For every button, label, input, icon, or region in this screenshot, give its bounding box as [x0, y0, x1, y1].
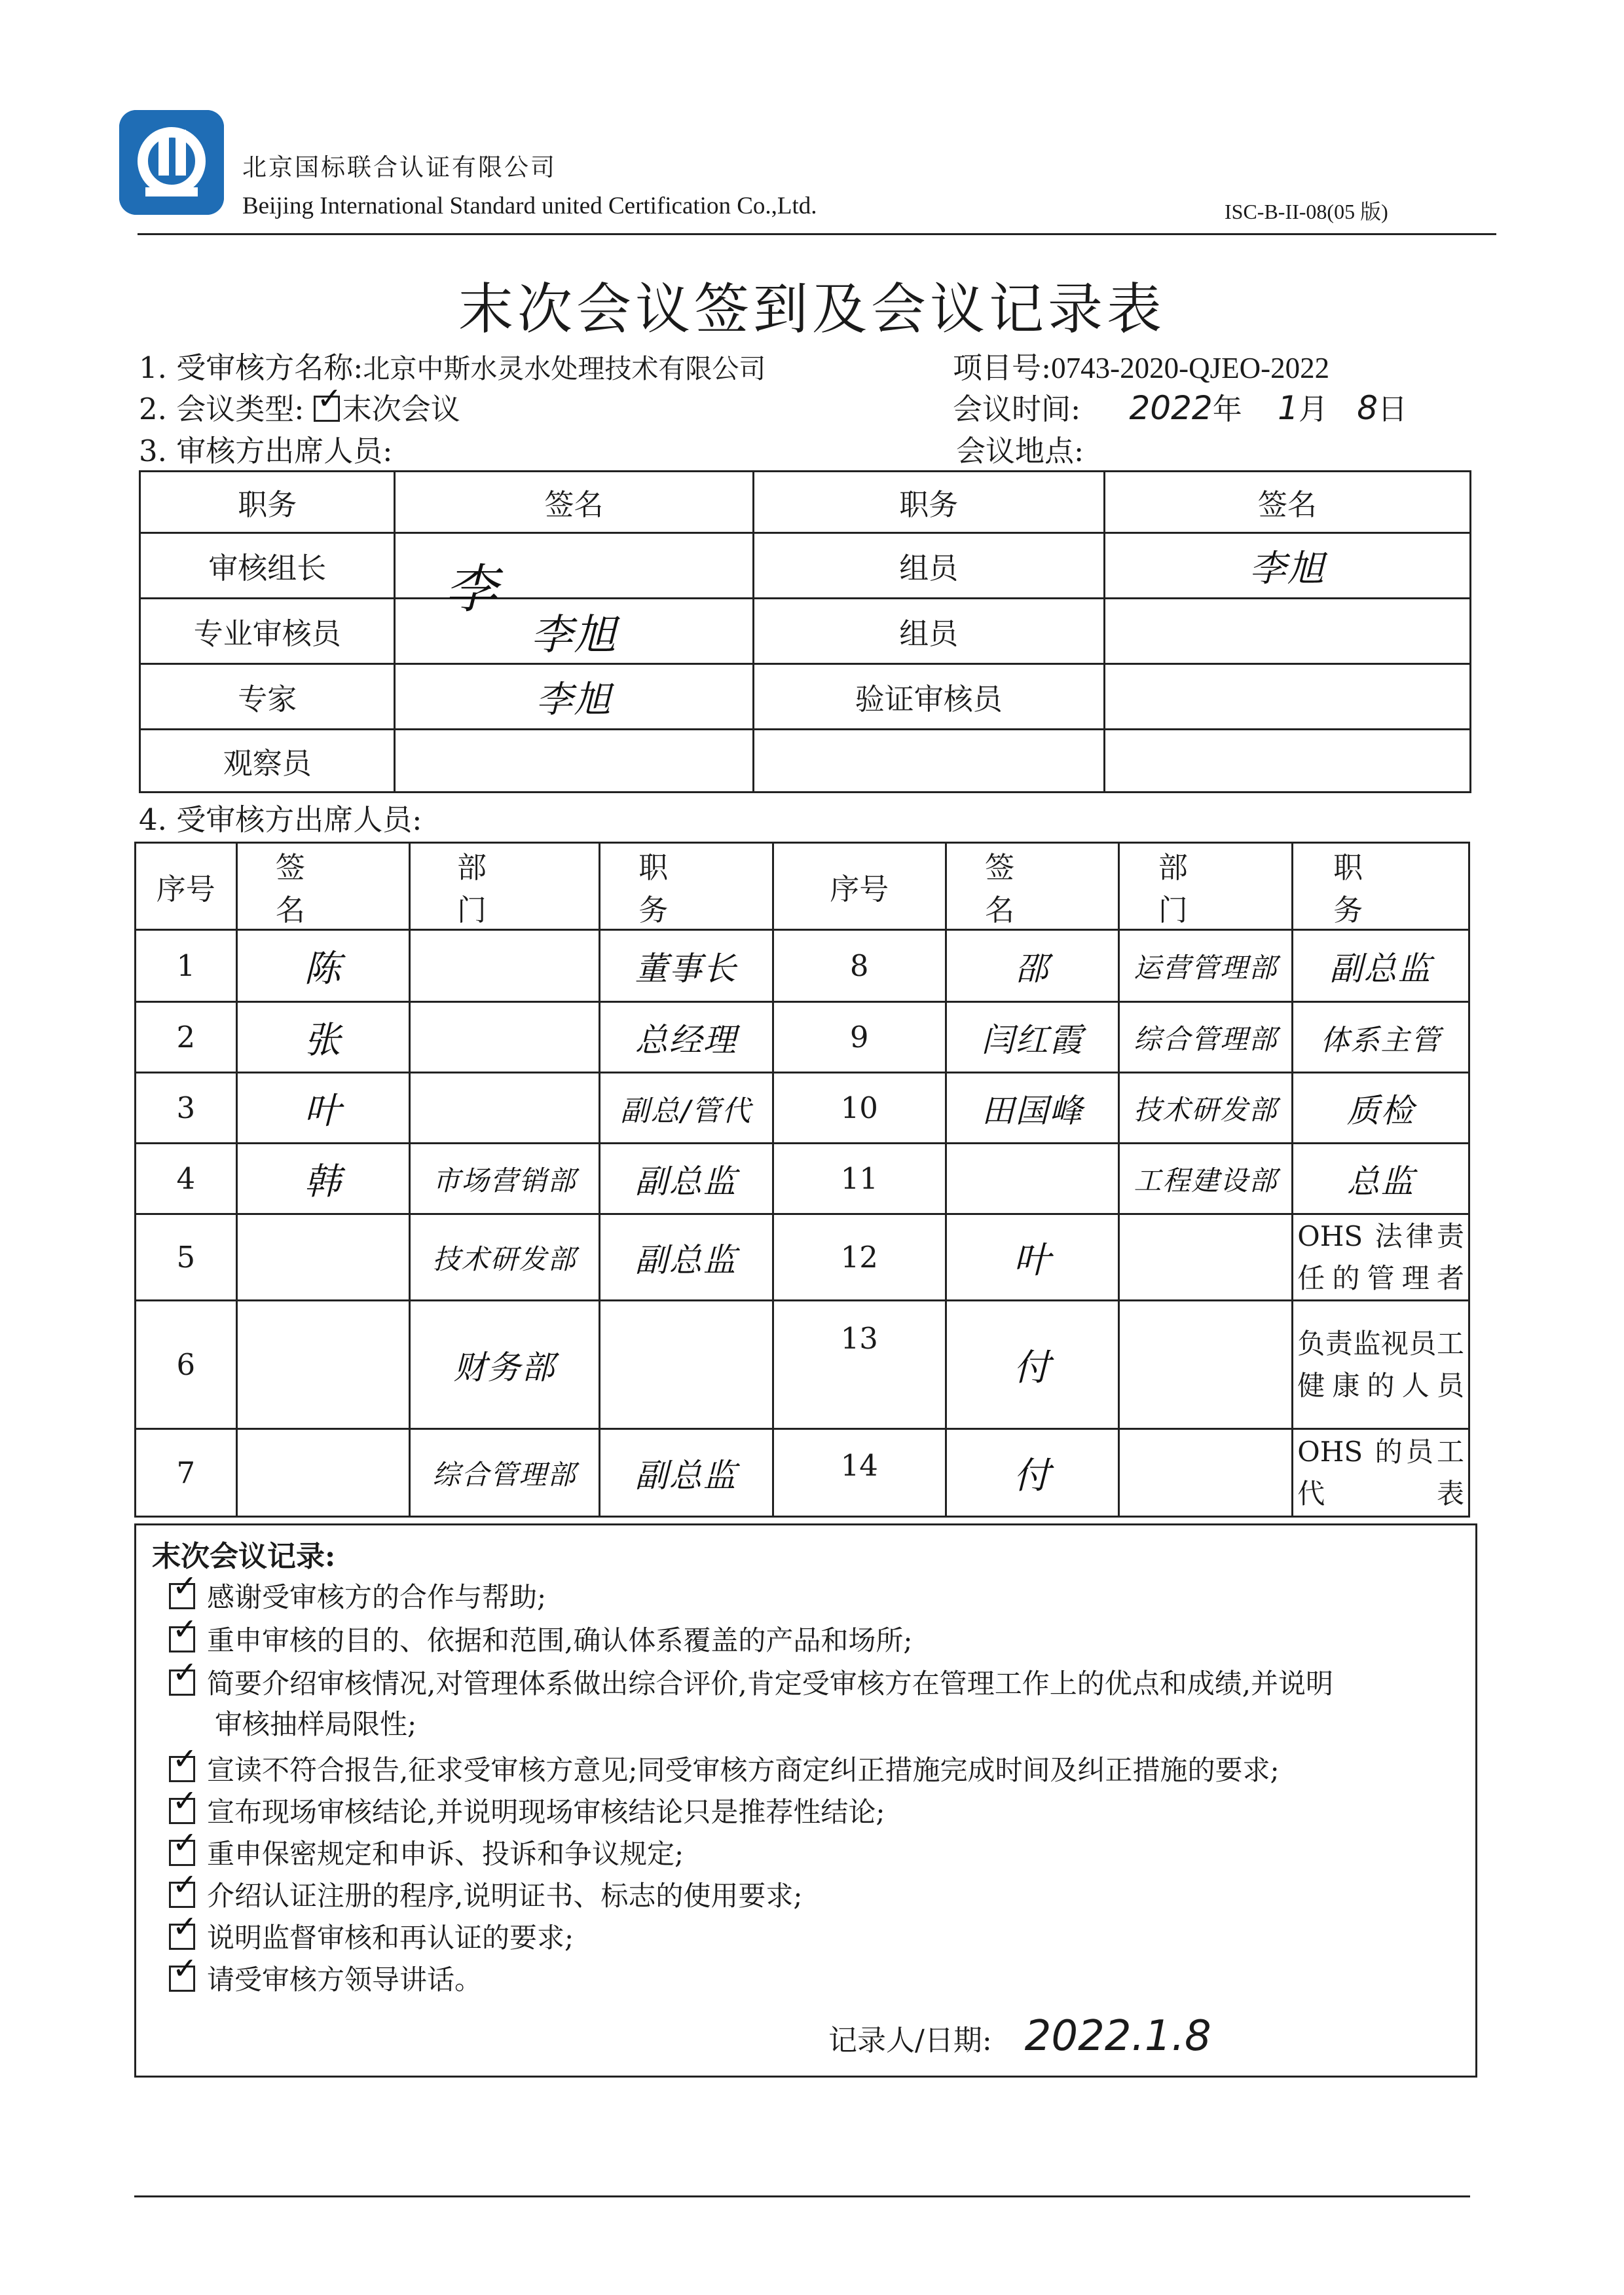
header-signature: 签名 — [946, 843, 1119, 930]
attendee-department — [1119, 1301, 1293, 1429]
header-department: 部门 — [1119, 843, 1293, 930]
header-department: 部门 — [410, 843, 600, 930]
row-number: 13 — [773, 1301, 946, 1429]
row-number: 2 — [136, 1002, 237, 1073]
table-row — [140, 730, 1471, 793]
document-code: ISC-B-II-08(05 版) — [1225, 200, 1388, 223]
attendee-signature — [236, 1301, 410, 1429]
attendee-signature — [236, 930, 410, 1002]
auditee-name-value: 北京中斯水灵水处理技术有限公司 — [363, 353, 766, 384]
signature: 叶 — [304, 1089, 342, 1132]
attendee-title — [599, 1144, 773, 1214]
note-text: 重申保密规定和申诉、投诉和争议规定; — [207, 1838, 684, 1870]
auditor-role: 组员 — [753, 599, 1104, 664]
auditor-role — [753, 730, 1104, 793]
note-text: 感谢受审核方的合作与帮助; — [207, 1581, 547, 1613]
attendee-department — [410, 1429, 600, 1517]
row-number: 11 — [773, 1144, 946, 1214]
header-title: 职务 — [599, 843, 773, 930]
list-item — [169, 1741, 1280, 1788]
project-number-value: 0743-2020-QJEO-2022 — [1051, 352, 1330, 384]
row-number: 10 — [773, 1073, 946, 1144]
table-row — [136, 1144, 1469, 1214]
note-text: 说明监督审核和再认证的要求; — [207, 1922, 574, 1954]
check-icon: ✓ — [172, 1741, 198, 1776]
signature: 付 — [1013, 1454, 1052, 1497]
signature: 张 — [304, 1018, 342, 1062]
auditee-name-row — [139, 344, 766, 386]
note-checkbox[interactable] — [169, 1825, 198, 1866]
handwritten-department: 综合管理部 — [1134, 1022, 1278, 1055]
signature: 邵 — [1015, 949, 1050, 988]
auditor-role: 观察员 — [140, 730, 395, 793]
check-icon: ✓ — [172, 1825, 198, 1860]
attendee-title — [1293, 1002, 1469, 1073]
attendee-department — [1119, 1073, 1293, 1144]
auditor-role: 专业审核员 — [140, 599, 395, 664]
list-item — [169, 1909, 574, 1956]
handwritten-department: 技术研发部 — [432, 1242, 577, 1275]
attendee-signature — [236, 1073, 410, 1144]
recorder-label: 记录人/日期: — [828, 2024, 992, 2057]
list-item — [169, 1825, 684, 1872]
page-title: 末次会议签到及会议记录表 — [458, 277, 1166, 341]
check-icon: ✓ — [172, 1654, 198, 1690]
auditor-signature — [395, 533, 753, 620]
table-row — [140, 664, 1471, 730]
attendee-signature — [946, 1002, 1119, 1073]
note-checkbox[interactable] — [169, 1867, 198, 1908]
attendee-title — [1293, 1073, 1469, 1144]
list-item — [169, 1568, 547, 1615]
meeting-time-month: 1 — [1278, 389, 1299, 427]
row-number: 3 — [136, 1073, 237, 1144]
table-header-row — [140, 472, 1471, 533]
handwritten-department: 技术研发部 — [1134, 1093, 1278, 1126]
handwritten-title: 质检 — [1346, 1091, 1415, 1130]
meeting-time-row — [953, 385, 1407, 428]
header-divider — [138, 233, 1496, 235]
auditor-attendance-table — [139, 470, 1471, 793]
note-checkbox[interactable] — [169, 1654, 198, 1696]
row-number: 8 — [773, 930, 946, 1002]
signature: 韩 — [304, 1160, 342, 1203]
attendee-signature — [236, 1002, 410, 1073]
row-number: 9 — [773, 1002, 946, 1073]
header-title: 职务 — [1293, 843, 1469, 930]
signature: 李旭 — [536, 678, 612, 721]
note-checkbox[interactable] — [169, 1741, 198, 1782]
signature: 闫红霞 — [981, 1020, 1084, 1059]
auditor-signature — [1104, 533, 1470, 599]
meeting-type-checkbox[interactable] — [314, 381, 342, 422]
attendee-department — [410, 1073, 600, 1144]
row-number: 5 — [136, 1214, 237, 1301]
handwritten-title: 董事长 — [635, 949, 737, 988]
note-checkbox[interactable] — [169, 1950, 198, 1992]
attendee-department — [1119, 1429, 1293, 1517]
attendee-signature — [236, 1429, 410, 1517]
note-text: 重申审核的目的、依据和范围,确认体系覆盖的产品和场所; — [207, 1624, 913, 1656]
attendee-signature — [946, 1144, 1119, 1214]
list-item — [169, 1950, 483, 1998]
footer-divider — [134, 2195, 1470, 2197]
attendee-department — [410, 1002, 600, 1073]
note-checkbox[interactable] — [169, 1783, 198, 1824]
attendee-signature — [946, 1429, 1119, 1517]
signature: 付 — [1013, 1346, 1052, 1389]
table-row — [136, 930, 1469, 1002]
header-signature: 签名 — [236, 843, 410, 930]
meeting-type-label: 2. 会议类型: — [139, 392, 304, 426]
note-checkbox[interactable] — [169, 1611, 198, 1652]
attendee-title — [599, 930, 773, 1002]
company-name-cn: 北京国标联合认证有限公司 — [242, 153, 557, 181]
handwritten-department: 运营管理部 — [1134, 951, 1278, 984]
auditor-role: 组员 — [753, 533, 1104, 599]
attendee-department — [410, 1144, 600, 1214]
attendee-signature — [236, 1214, 410, 1301]
check-icon: ✓ — [172, 1909, 198, 1944]
header-signature: 签名 — [395, 472, 753, 533]
check-icon: ✓ — [172, 1568, 198, 1603]
auditor-signature — [1104, 730, 1470, 793]
attendee-title — [599, 1002, 773, 1073]
attendee-title — [1293, 930, 1469, 1002]
list-item — [169, 1867, 803, 1914]
recorder-row — [828, 2012, 1211, 2061]
attendee-signature — [946, 1301, 1119, 1429]
row-number: 12 — [773, 1214, 946, 1301]
handwritten-title: 总监 — [1346, 1162, 1415, 1201]
row-number: 1 — [136, 930, 237, 1002]
table-row — [136, 1301, 1469, 1429]
note-text: 宣读不符合报告,征求受审核方意见;同受审核方商定纠正措施完成时间及纠正措施的要求; — [207, 1754, 1280, 1786]
auditee-section-label: 4. 受审核方出席人员: — [139, 802, 422, 837]
attendee-signature — [946, 1073, 1119, 1144]
auditor-signature — [1104, 664, 1470, 730]
note-checkbox[interactable] — [169, 1568, 198, 1609]
handwritten-title: 副总监 — [635, 1456, 737, 1495]
project-number-row — [953, 344, 1329, 386]
meeting-notes-title: 末次会议记录: — [152, 1540, 336, 1573]
signature: 田国峰 — [981, 1091, 1084, 1130]
list-item — [169, 1783, 885, 1830]
auditor-signature — [1104, 599, 1470, 664]
isc-logo-icon — [119, 110, 224, 215]
signature: 李旭 — [530, 610, 618, 660]
handwritten-department: 工程建设部 — [1134, 1164, 1278, 1197]
note-text: 请受审核方领导讲话。 — [207, 1964, 483, 1996]
header-number: 序号 — [136, 843, 237, 930]
attendee-title: 负责监视员工健康的人员 — [1293, 1301, 1469, 1429]
meeting-time-month-unit: 月 — [1298, 392, 1328, 426]
table-row — [136, 1002, 1469, 1073]
handwritten-department: 市场营销部 — [432, 1164, 577, 1197]
attendee-title: OHS 法律责任的管理者 — [1293, 1214, 1469, 1301]
meeting-time-year: 2022 — [1129, 389, 1213, 427]
list-item — [169, 1611, 913, 1658]
meeting-time-year-unit: 年 — [1212, 392, 1242, 426]
check-icon: ✓ — [172, 1867, 198, 1902]
header-signature: 签名 — [1104, 472, 1470, 533]
meeting-type-row — [139, 381, 460, 428]
attendee-department — [410, 930, 600, 1002]
handwritten-title: 副总监 — [635, 1241, 737, 1279]
company-name-en: Beijing International Standard united Certification Co.,Ltd. — [242, 193, 817, 219]
table-row — [136, 1214, 1469, 1301]
attendee-title — [599, 1301, 773, 1429]
signature: 李旭 — [1249, 547, 1325, 590]
row-number: 7 — [136, 1429, 237, 1517]
attendee-title — [599, 1073, 773, 1144]
check-icon: ✓ — [172, 1783, 198, 1818]
handwritten-title: 总经理 — [635, 1020, 737, 1059]
note-text: 简要介绍审核情况,对管理体系做出综合评价,肯定受审核方在管理工作上的优点和成绩,并说明 — [207, 1668, 1334, 1700]
table-header-row — [136, 843, 1469, 930]
auditor-role: 验证审核员 — [753, 664, 1104, 730]
attendee-title — [599, 1429, 773, 1517]
note-text: 介绍认证注册的程序,说明证书、标志的使用要求; — [207, 1880, 803, 1912]
auditee-name-label: 1. 受审核方名称: — [139, 350, 363, 385]
attendee-signature — [946, 930, 1119, 1002]
auditor-signature — [395, 730, 753, 793]
row-number: 14 — [773, 1429, 946, 1517]
handwritten-title: 副总监 — [635, 1162, 737, 1201]
list-item — [169, 1654, 1334, 1702]
table-row — [136, 1429, 1469, 1517]
handwritten-department: 综合管理部 — [432, 1458, 577, 1491]
meeting-place-label: 会议地点: — [956, 434, 1084, 468]
project-number-label: 项目号: — [953, 350, 1052, 385]
auditor-signature — [395, 599, 753, 664]
auditor-signature — [395, 664, 753, 730]
attendee-department — [1119, 1002, 1293, 1073]
attendee-department — [1119, 1214, 1293, 1301]
check-icon: ✓ — [172, 1611, 198, 1647]
recorder-date: 2022.1.8 — [1024, 2012, 1211, 2061]
auditor-role: 专家 — [140, 664, 395, 730]
meeting-time-label: 会议时间: — [953, 392, 1081, 426]
handwritten-title: 副总监 — [1329, 949, 1432, 988]
attendee-title: OHS 的员工代表 — [1293, 1429, 1469, 1517]
meeting-time-day: 8 — [1357, 389, 1378, 427]
table-row — [140, 599, 1471, 664]
row-number: 4 — [136, 1144, 237, 1214]
auditee-attendance-table — [134, 842, 1470, 1518]
attendee-department — [410, 1214, 600, 1301]
table-row — [140, 533, 1471, 599]
signature: 李 — [445, 559, 499, 620]
header-number: 序号 — [773, 843, 946, 930]
auditor-section-label: 3. 审核方出席人员: — [139, 434, 393, 468]
attendee-title — [1293, 1144, 1469, 1214]
attendee-signature — [236, 1144, 410, 1214]
attendee-department — [1119, 930, 1293, 1002]
handwritten-title: 副总/管代 — [620, 1094, 752, 1128]
note-text: 宣布现场审核结论,并说明现场审核结论只是推荐性结论; — [207, 1796, 885, 1828]
handwritten-title: 体系主管 — [1320, 1023, 1441, 1057]
signature: 陈 — [304, 947, 342, 990]
auditor-role: 审核组长 — [140, 533, 395, 599]
attendee-title — [599, 1214, 773, 1301]
attendee-department — [1119, 1144, 1293, 1214]
note-checkbox[interactable] — [169, 1909, 198, 1950]
attendee-signature — [946, 1214, 1119, 1301]
check-icon: ✓ — [316, 381, 342, 416]
handwritten-department: 财务部 — [453, 1348, 556, 1387]
row-number: 6 — [136, 1301, 237, 1429]
header-role: 职务 — [140, 472, 395, 533]
header-role: 职务 — [753, 472, 1104, 533]
meeting-type-value: 末次会议 — [342, 392, 460, 426]
signature: 叶 — [1013, 1239, 1052, 1282]
meeting-time-day-unit: 日 — [1378, 392, 1408, 426]
check-icon: ✓ — [172, 1950, 198, 1986]
note-text-continuation: 审核抽样局限性; — [215, 1708, 417, 1740]
attendee-department — [410, 1301, 600, 1429]
table-row — [136, 1073, 1469, 1144]
